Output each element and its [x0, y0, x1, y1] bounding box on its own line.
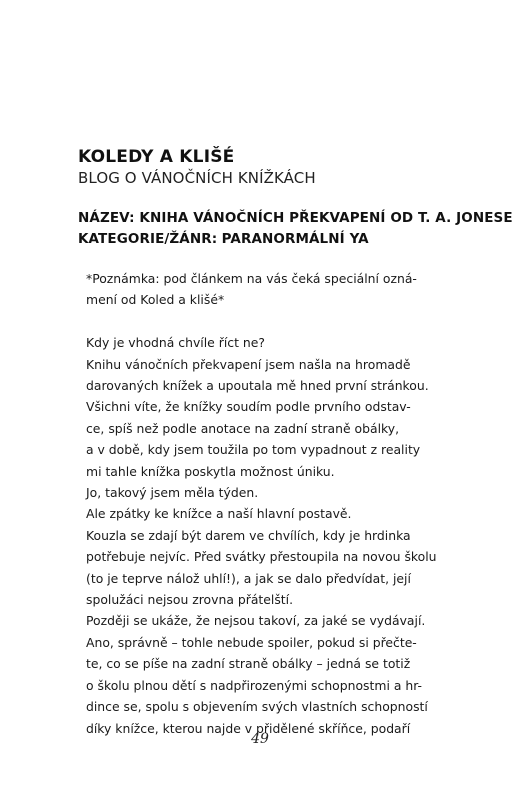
blog-subtitle: BLOG O VÁNOČNÍCH KNÍŽKÁCH	[78, 169, 316, 187]
body-line: spolužáci nejsou zrovna přátelští.	[86, 592, 294, 608]
book-category-line	[78, 229, 478, 250]
note-line: mení od Koled a klišé*	[86, 292, 225, 308]
book-name-label: NÁZEV:	[78, 210, 135, 226]
body-line: Kdy je vhodná chvíle říct ne?	[86, 335, 265, 351]
body-line: Ano, správně – tohle nebude spoiler, pokud si přečte-	[86, 634, 417, 650]
book-name-line	[78, 208, 513, 229]
body-line: Kouzla se zdají být darem ve chvílích, kdy je hrdinka	[86, 527, 411, 543]
body-line: Všichni víte, že knížky soudím podle prvního odstav-	[86, 399, 411, 415]
blog-header	[78, 146, 458, 188]
body-line: o školu plnou dětí s nadpřirozenými schopnostmi a hr-	[86, 677, 422, 693]
body-line: (to je teprve nálož uhlí!), a jak se dalo předvídat, její	[86, 570, 411, 586]
body-line: te, co se píše na zadní straně obálky – jedná se totiž	[86, 656, 411, 672]
body-line: Jo, takový jsem měla týden.	[86, 485, 259, 501]
body-line: potřebuje nejvíc. Před svátky přestoupila na novou školu	[86, 549, 437, 565]
body-line: Později se ukáže, že nejsou takoví, za jaké se vydávají.	[86, 613, 426, 629]
book-name-value: KNIHA VÁNOČNÍCH PŘEKVAPENÍ OD T. A. JONESE	[139, 210, 513, 226]
book-meta	[78, 208, 513, 250]
body-line: mi tahle knížka poskytla možnost úniku.	[86, 463, 335, 479]
body-line: darovaných knížek a upoutala mě hned první stránkou.	[86, 378, 429, 394]
blog-title: KOLEDY A KLIŠÉ	[78, 147, 235, 167]
body-line: ce, spíš než podle anotace na zadní straně obálky,	[86, 420, 400, 436]
page-number: 49	[251, 731, 269, 747]
paragraph-gap	[86, 311, 436, 332]
body-line: díky knížce, kterou najde v přidělené skříňce, podaří	[86, 720, 411, 736]
article-body	[86, 268, 436, 739]
body-line: a v době, kdy jsem toužila po tom vypadnout z reality	[86, 442, 421, 458]
book-category-value: PARANORMÁLNÍ YA	[221, 231, 369, 247]
body-line: Knihu vánočních překvapení jsem našla na hromadě	[86, 356, 411, 372]
book-category-label: KATEGORIE/ŽÁNR:	[78, 231, 218, 247]
note-line: *Poznámka: pod článkem na vás čeká speciální ozná-	[86, 271, 417, 286]
body-line: dince se, spolu s objevením svých vlastních schopností	[86, 699, 428, 715]
body-line: Ale zpátky ke knížce a naší hlavní postavě.	[86, 506, 352, 522]
